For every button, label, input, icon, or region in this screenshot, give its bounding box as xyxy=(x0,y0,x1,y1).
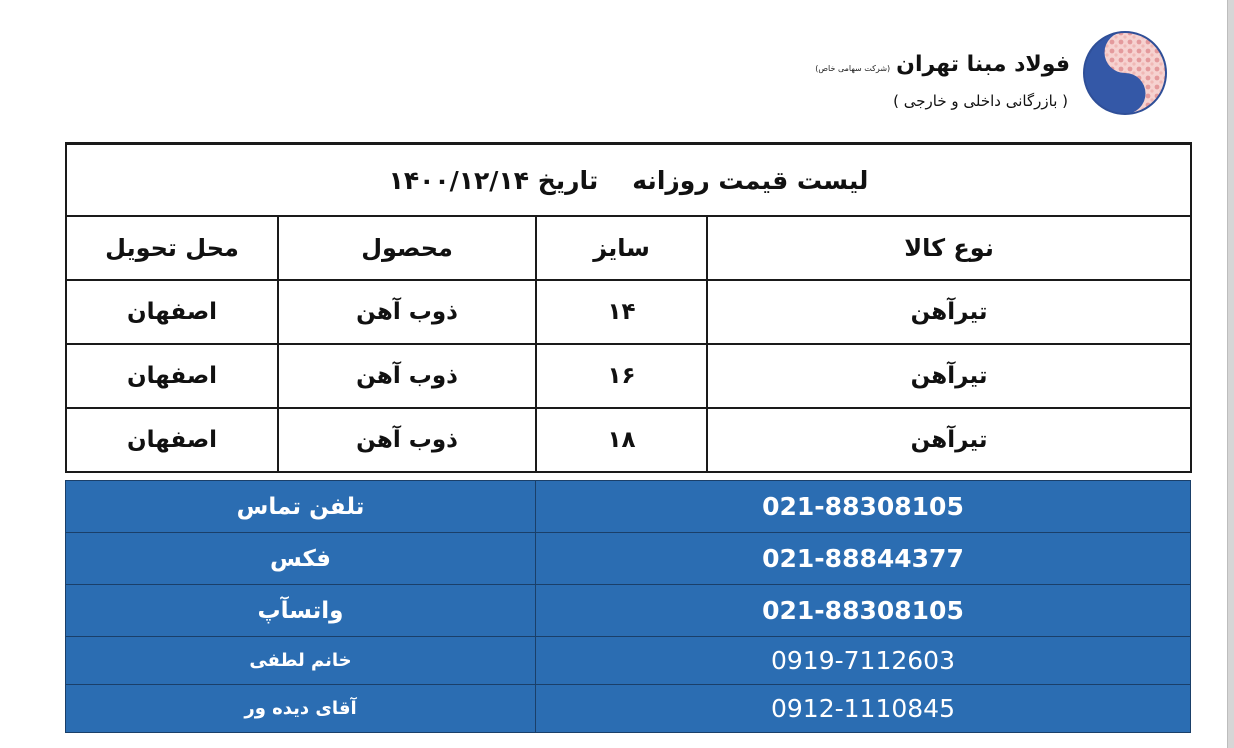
whatsapp-label: واتسآپ xyxy=(66,585,536,637)
cell-delivery-place: اصفهان xyxy=(66,280,278,344)
company-name: فولاد مبنا تهران xyxy=(896,52,1070,77)
cell-product-type: تیرآهن xyxy=(707,344,1191,408)
cell-size: ۱۴ xyxy=(536,280,707,344)
price-list-title-row xyxy=(66,144,1191,217)
company-name-line xyxy=(815,52,1070,77)
fax-label: فکس xyxy=(66,533,536,585)
whatsapp-number[interactable]: 021-88308105 xyxy=(536,585,1191,637)
column-header-product: محصول xyxy=(278,216,536,280)
title-label: لیست قیمت روزانه xyxy=(632,165,869,195)
phone-label: تلفن تماس xyxy=(66,481,536,533)
table-row xyxy=(66,408,1191,472)
mr-dideh-var-number[interactable]: 0912-1110845 xyxy=(536,685,1191,733)
company-tagline: ( بازرگانی داخلی و خارجی ) xyxy=(893,92,1068,110)
company-type: (شرکت سهامی خاص) xyxy=(815,64,891,73)
price-list-title xyxy=(66,144,1191,217)
contact-row-fax xyxy=(66,533,1191,585)
price-table xyxy=(65,142,1192,473)
cell-product-type: تیرآهن xyxy=(707,408,1191,472)
cell-delivery-place: اصفهان xyxy=(66,344,278,408)
phone-number[interactable]: 021-88308105 xyxy=(536,481,1191,533)
table-row xyxy=(66,344,1191,408)
contact-table xyxy=(65,480,1191,733)
column-header-product-type: نوع کالا xyxy=(707,216,1191,280)
cell-product: ذوب آهن xyxy=(278,280,536,344)
ms-lotfi-number[interactable]: 0919-7112603 xyxy=(536,637,1191,685)
cell-size: ۱۸ xyxy=(536,408,707,472)
mr-dideh-var-label: آقای دیده ور xyxy=(66,685,536,733)
cell-delivery-place: اصفهان xyxy=(66,408,278,472)
contact-row-ms-lotfi xyxy=(66,637,1191,685)
contact-row-phone xyxy=(66,481,1191,533)
contact-row-mr-dideh-var xyxy=(66,685,1191,733)
cell-product: ذوب آهن xyxy=(278,344,536,408)
ms-lotfi-label: خانم لطفی xyxy=(66,637,536,685)
price-date: ۱۴۰۰/۱۲/۱۴ xyxy=(388,165,529,195)
cell-size: ۱۶ xyxy=(536,344,707,408)
column-header-delivery-place: محل تحویل xyxy=(66,216,278,280)
letterhead xyxy=(780,28,1180,123)
company-logo-icon xyxy=(1082,30,1168,116)
date-label: تاریخ xyxy=(537,165,599,195)
column-header-size: سایز xyxy=(536,216,707,280)
cell-product-type: تیرآهن xyxy=(707,280,1191,344)
cell-product: ذوب آهن xyxy=(278,408,536,472)
table-header-row xyxy=(66,216,1191,280)
contact-row-whatsapp xyxy=(66,585,1191,637)
page-edge xyxy=(1227,0,1234,748)
table-row xyxy=(66,280,1191,344)
fax-number[interactable]: 021-88844377 xyxy=(536,533,1191,585)
